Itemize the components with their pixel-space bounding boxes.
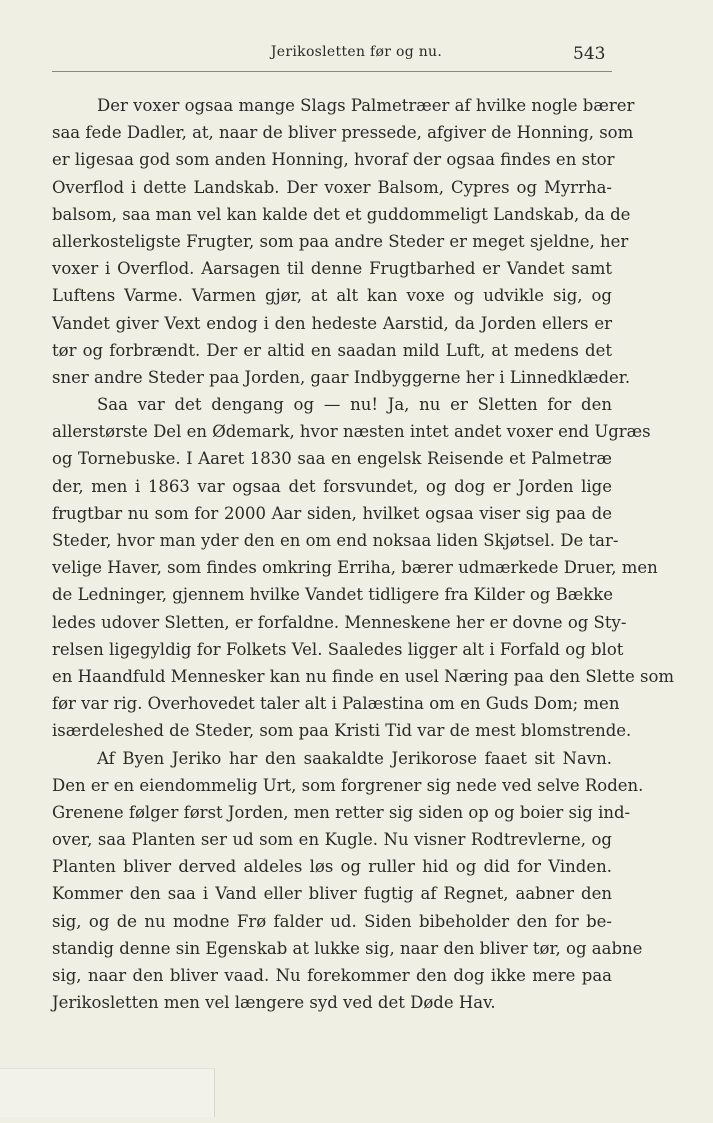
text-line: der, men i 1863 var ogsaa det forsvundet, og dog er Jorden lige [52,476,612,496]
running-title: Jerikosletten før og nu. [270,44,443,60]
text-line: saa fede Dadler, at, naar de bliver pressede, afgiver de Honning, som [52,123,634,143]
text-line: Den er en eiendommelig Urt, som forgrener sig nede ved selve Roden. [52,775,644,795]
text-line: frugtbar nu som for 2000 Aar siden, hvilket ogsaa viser sig paa de [52,503,612,523]
text-line: er ligesaa god som anden Honning, hvoraf der ogsaa findes en stor [52,150,615,170]
text-line: en Haandfuld Mennesker kan nu finde en usel Næring paa den Slette som [52,666,675,686]
text-line: relsen ligegyldig for Folkets Vel. Saaledes ligger alt i Forfald og blot [52,639,624,659]
text-line: allerkosteligste Frugter, som paa andre Steder er meget sjeldne, her [52,231,629,251]
header-rule [52,71,612,72]
text-line: balsom, saa man vel kan kalde det et guddommeligt Landskab, da de [52,204,631,224]
text-line: Kommer den saa i Vand eller bliver fugtig af Regnet, aabner den [52,884,612,904]
text-line: tør og forbrændt. Der er altid en saadan mild Luft, at medens det [52,340,612,360]
scan-margin-artifact [0,1068,215,1117]
text-line: Jerikosletten men vel længere syd ved det Døde Hav. [52,993,496,1013]
text-line: før var rig. Overhovedet taler alt i Palæstina om en Guds Dom; men [52,694,620,714]
text-line: Planten bliver derved aldeles løs og ruller hid og did for Vinden. [52,857,612,877]
text-line: Grenene følger først Jorden, men retter sig siden op og boier sig ind- [52,802,631,822]
text-line: Der voxer ogsaa mange Slags Palmetræer af hvilke nogle bærer [97,96,635,115]
text-line: sner andre Steder paa Jorden, gaar Indbyggerne her i Linnedklæder. [52,367,631,387]
text-line: velige Haver, som findes omkring Erriha, bærer udmærkede Druer, men [52,558,658,578]
text-line: voxer i Overflod. Aarsagen til denne Frugtbarhed er Vandet samt [52,259,612,279]
text-line: Vandet giver Vext endog i den hedeste Aarstid, da Jorden ellers er [52,313,612,333]
text-line: sig, og de nu modne Frø falder ud. Siden bibeholder den for be- [52,911,612,931]
text-line: isærdeleshed de Steder, som paa Kristi Tid var de mest blomstrende. [52,721,632,741]
text-line: allerstørste Del en Ødemark, hvor næsten intet andet voxer end Ugræs [52,422,651,442]
text-line: Saa var det dengang og — nu! Ja, nu er Sletten for den [97,395,612,415]
text-line: Overflod i dette Landskab. Der voxer Balsom, Cypres og Myrrha- [52,177,612,197]
body-text [52,92,675,1016]
text-line: de Ledninger, gjennem hvilke Vandet tidligere fra Kilder og Bække [52,585,614,605]
text-line: Luftens Varme. Varmen gjør, at alt kan voxe og udvikle sig, og [52,286,612,306]
text-line: Steder, hvor man yder den en om end noksaa liden Skjøtsel. De tar- [52,531,619,550]
text-line: Af Byen Jeriko har den saakaldte Jerikorose faaet sit Navn. [97,748,612,768]
text-line: og Tornebuske. I Aaret 1830 saa en engelsk Reisende et Palmetræ [52,449,612,469]
text-line: standig denne sin Egenskab at lukke sig, naar den bliver tør, og aabne [52,938,643,958]
page-number: 543 [573,44,606,64]
text-line: sig, naar den bliver vaad. Nu forekommer den dog ikke mere paa [52,966,612,985]
text-line: over, saa Planten ser ud som en Kugle. Nu visner Rodtrevlerne, og [52,830,612,850]
text-line: ledes udover Sletten, er forfaldne. Menneskene her er dovne og Sty- [52,612,627,632]
